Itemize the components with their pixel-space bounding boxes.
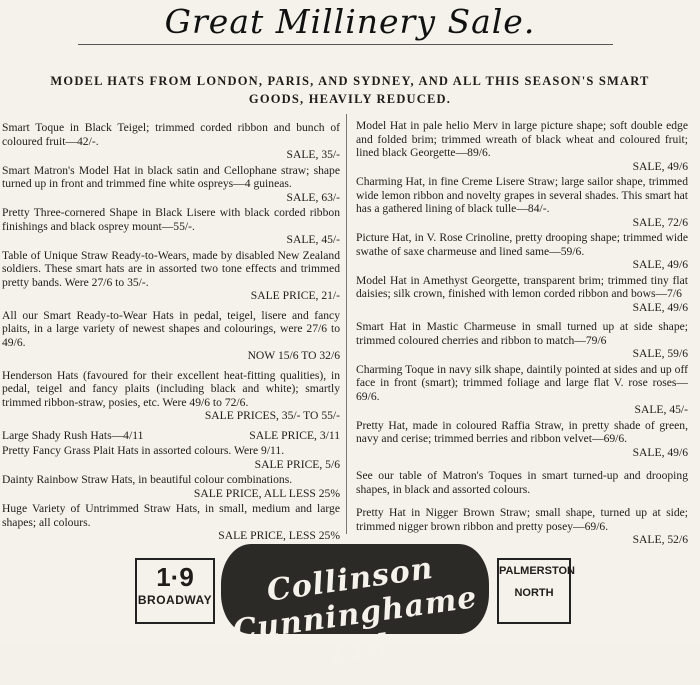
left-item-2: [2, 164, 340, 205]
item-description: Charming Toque in navy silk shape, daintily pointed at sides and up off face in front (smart); trimmed foliage and large flat V. rose roses—69/6.: [356, 362, 688, 403]
item-description: Model Hat in pale helio Merv in large picture shape; soft double edge and folded brim; trimmed wreath of black wheat and coloured fruit; lined black Georgette—89/6.: [356, 119, 688, 159]
street-number: 1·9: [156, 562, 194, 592]
left-item-9: [2, 473, 340, 500]
item-price: SALE, 63/-: [286, 190, 340, 204]
item-description: Picture Hat, in V. Rose Crinoline, pretty drooping shape; trimmed wide swathe of saxe charmeuse and lined same—59/6.: [356, 231, 688, 258]
item-price: SALE PRICE, 3/11: [249, 428, 340, 442]
item-description: Dainty Rainbow Straw Hats, in beautiful colour combinations.: [2, 473, 293, 486]
ad-subtitle: [0, 72, 700, 108]
item-description: Charming Hat, in fine Creme Lisere Straw; large sailor shape, trimmed wide lemon ribbon and novelty grapes in several shades. This smart hat has a gathered lining of black tulle—84/-.: [356, 175, 688, 215]
store-logo: [221, 544, 489, 671]
item-description: Henderson Hats (favoured for their excellent heat-fitting qualities), in pedal, teigel and fancy plaits (including black and white); smartly trimmed ribbon-straw, posies, etc. Were 49/6 to 72/6.: [2, 368, 340, 409]
item-price: SALE, 49/6: [632, 258, 688, 271]
left-item-10: [2, 502, 340, 543]
item-description: Pretty Three-cornered Shape in Black Lisere with black corded ribbon finishings and black osprey mount—55/-.: [2, 206, 340, 233]
left-item-8: [2, 444, 340, 471]
street-name: BROADWAY: [137, 593, 213, 607]
town-line-1: PALMERSTON: [499, 565, 575, 577]
item-description: All our Smart Ready-to-Wear Hats in pedal, teigel, lisere and fancy plaits, in a large variety of newest shapes and colourings, were 27/6 to 49/6.: [2, 308, 340, 349]
item-description: See our table of Matron's Toques in smart turned-up and drooping shapes, in black and assorted colours.: [356, 469, 688, 496]
address-box: [135, 558, 215, 624]
left-item-5: [2, 309, 340, 363]
item-description: Pretty Hat, made in coloured Raffia Straw, in pretty shade of green, navy and cerise; trimmed berries and ribbon velvet—69/6.: [356, 418, 688, 445]
item-description: Model Hat in Amethyst Georgette, transparent brim; trimmed tiny flat daisies; silk crown, finished with lemon corded ribbon and bows—7/6: [356, 273, 688, 300]
left-item-4: [2, 249, 340, 303]
column-divider: [346, 114, 347, 534]
item-price: SALE, 45/-: [634, 403, 688, 416]
item-price: SALE, 52/6: [632, 533, 688, 546]
item-description: Pretty Fancy Grass Plait Hats in assorted colours. Were 9/11.: [2, 444, 285, 457]
subtitle-line-2: GOODS, HEAVILY REDUCED.: [248, 92, 452, 106]
item-price: SALE, 45/-: [286, 233, 340, 246]
title-rule: [78, 44, 613, 45]
store-logo-script: Collinson Cunninghame Ltd: [230, 550, 480, 671]
town-box: [497, 558, 575, 624]
right-item-5: [356, 320, 688, 361]
item-price: NOW 15/6 TO 32/6: [247, 349, 340, 362]
left-item-7: [2, 429, 340, 443]
right-item-1: [356, 119, 688, 173]
subtitle-line-1: MODEL HATS FROM LONDON, PARIS, AND SYDNEY, AND ALL THIS SEASON'S SMART: [50, 74, 650, 88]
right-column: [356, 119, 688, 549]
item-description: Huge Variety of Untrimmed Straw Hats, in small, medium and large shapes; all colours.: [2, 502, 340, 529]
item-price: SALE PRICE, 5/6: [254, 457, 340, 471]
town-line-2: NORTH: [514, 587, 554, 599]
item-price: SALE PRICES, 35/- TO 55/-: [204, 409, 340, 422]
item-description: Large Shady Rush Hats—4/11: [2, 428, 144, 442]
item-description: Smart Hat in Mastic Charmeuse in small turned up at side shape; trimmed coloured cherries and ribbon to match—79/6: [356, 320, 688, 347]
left-item-3: [2, 206, 340, 247]
item-description: Smart Toque in Black Teigel; trimmed corded ribbon and bunch of coloured fruit—42/-.: [2, 121, 340, 148]
right-item-3: [356, 231, 688, 272]
store-emblem: [125, 540, 575, 671]
item-price: SALE, 49/6: [632, 159, 688, 173]
item-description: Smart Matron's Model Hat in black satin and Cellophane straw; shape turned up in front and trimmed fine white ospreys—4 guineas.: [2, 163, 340, 190]
item-price: SALE PRICE, LESS 25%: [218, 529, 340, 542]
item-price: SALE PRICE, ALL LESS 25%: [193, 486, 340, 500]
ad-title: Great Millinery Sale.: [164, 2, 536, 41]
left-item-6: [2, 369, 340, 423]
item-price: SALE, 72/6: [632, 215, 688, 229]
item-price: SALE PRICE, 21/-: [250, 289, 340, 302]
item-price: SALE, 49/6: [632, 445, 688, 459]
right-item-6: [356, 363, 688, 417]
item-description: Table of Unique Straw Ready-to-Wears, made by disabled New Zealand soldiers. These smart hats are in assorted two tone effects and trimmed pretty bands. Were 27/6 to 35/-.: [2, 248, 340, 289]
right-item-7: [356, 419, 688, 460]
left-item-1: [2, 121, 340, 162]
right-item-8: [356, 469, 688, 496]
item-price: SALE, 59/6: [632, 347, 688, 360]
item-price: SALE, 35/-: [286, 148, 340, 161]
left-column: [2, 121, 340, 545]
right-item-2: [356, 175, 688, 229]
right-item-4: [356, 274, 688, 315]
item-description: Pretty Hat in Nigger Brown Straw; small shape, turned up at side; trimmed nigger brown ribbon and pretty posey—69/6.: [356, 506, 688, 533]
item-price: SALE, 49/6: [632, 300, 688, 314]
